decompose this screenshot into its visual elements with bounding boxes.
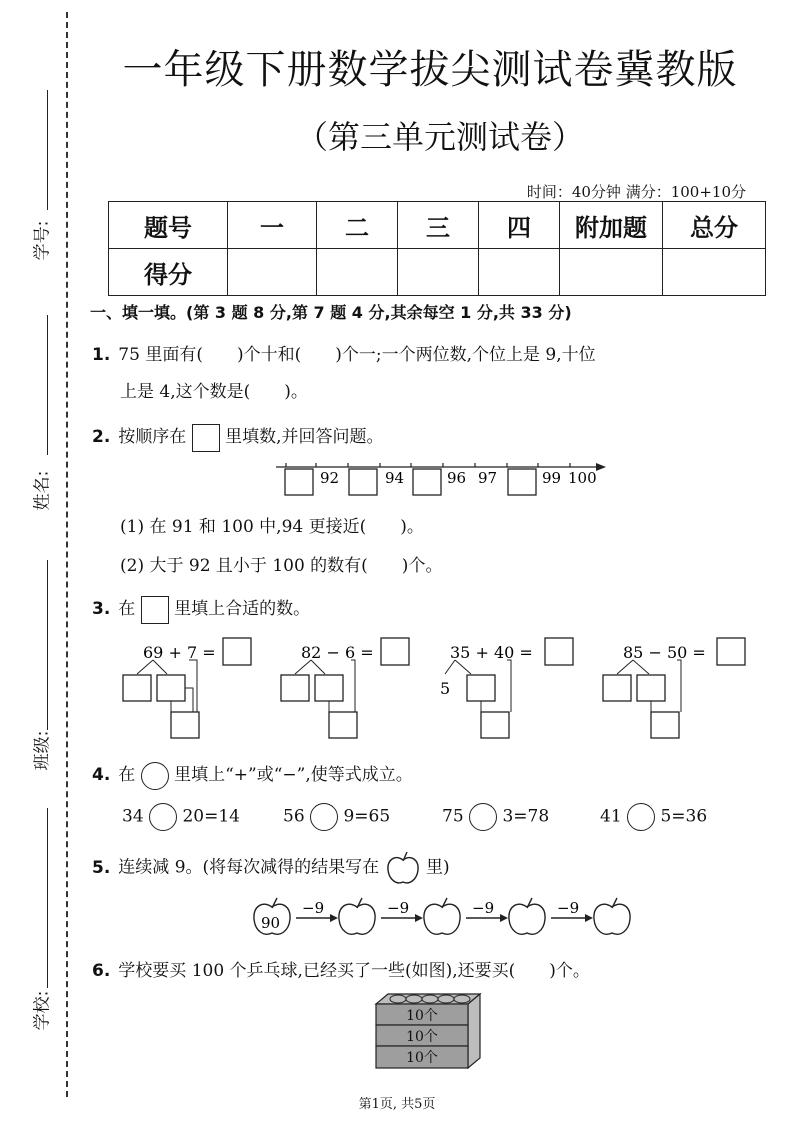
hint-number: 5 [440,679,451,698]
circle-blank-icon[interactable] [469,803,497,831]
student-no-line [47,90,48,210]
tick-label: 92 [320,469,340,487]
question-number: 4. [92,765,111,785]
answer-box-icon [141,596,169,624]
score-header-cell: 总分 [663,202,766,249]
equation-text: 69 + 7 = [143,643,216,662]
question-text-a: 连续减 9。(将每次减得的结果写在 [118,857,380,878]
tick-label: 97 [478,469,498,487]
page-title: 一年级下册数学拔尖测试卷冀教版 [122,47,738,93]
question-text: 75 里面有( )个十和( )个一;一个两位数,个位上是 9,十位 [118,345,596,365]
ball-box-illustration [368,990,488,1075]
score-cell[interactable] [663,249,766,296]
question-4 [92,760,413,790]
circle-blank-icon[interactable] [627,803,655,831]
question-number: 2. [92,427,111,447]
decomposition-diagrams [115,632,755,742]
score-row-label: 得分 [109,249,228,296]
question-text-b: 里) [425,857,450,878]
question-text-a: 按顺序在 [118,427,187,447]
question-text-a: 在 [118,765,136,785]
question-2-sub1: (1) 在 91 和 100 中,94 更接近( )。 [120,517,424,537]
number-line-box [413,469,441,495]
school-label: 学校: [32,990,53,1031]
question-2 [92,422,384,452]
question-6 [92,956,590,981]
number-line [270,455,610,500]
question-number: 1. [92,345,111,365]
equation-text: 82 − 6 = [301,643,374,662]
question-2-sub2: (2) 大于 92 且小于 100 的数有( )个。 [120,556,443,576]
question-text-b: 里填上“+”或“−”,使等式成立。 [174,765,413,785]
question-1 [92,340,596,365]
circle-blank-icon[interactable] [149,803,177,831]
question-number: 3. [92,599,111,619]
school-line [47,808,48,988]
layer-label: 10个 [406,1050,438,1066]
score-table [108,201,766,296]
equation-item [122,803,240,831]
number-line-box [285,469,313,495]
equation-item [442,803,549,831]
score-header-row [109,202,766,249]
equation-item [283,803,390,831]
question-text-b: 里填数,并回答问题。 [225,427,384,447]
question-5 [92,850,450,886]
layer-label: 10个 [406,1008,438,1024]
answer-box-icon [192,424,220,452]
operand: 3=78 [502,806,550,827]
score-header-cell: 题号 [109,202,228,249]
step-label: −9 [387,899,410,917]
score-cell[interactable] [479,249,560,296]
score-cell[interactable] [228,249,317,296]
operand: 75 [442,806,464,827]
score-header-cell: 附加题 [560,202,663,249]
page-footer: 第1页, 共5页 [358,1097,436,1112]
name-label: 姓名: [32,470,53,511]
score-row [109,249,766,296]
exam-meta: 时间：40分钟 满分：100+10分 [526,183,746,201]
operand: 9=65 [343,806,391,827]
tick-label: 96 [447,469,467,487]
equation-text: 85 − 50 = [623,643,706,662]
operand: 20=14 [182,806,240,827]
question-number: 6. [92,961,111,981]
operand: 5=36 [660,806,708,827]
question-number: 5. [92,857,111,878]
apple-icon [385,850,421,886]
question-text-b: 里填上合适的数。 [174,599,311,619]
score-cell[interactable] [398,249,479,296]
score-header-cell: 三 [398,202,479,249]
equation-text: 35 + 40 = [450,643,533,662]
apple-chain [250,895,650,945]
question-1-cont: 上是 4,这个数是( )。 [120,382,308,402]
score-cell[interactable] [317,249,398,296]
page-subtitle: （第三单元测试卷） [295,118,584,156]
equation-item [600,803,707,831]
question-3 [92,594,310,624]
tick-label: 100 [568,469,597,487]
circle-blank-icon [141,762,169,790]
class-line [47,560,48,730]
operand: 41 [600,806,622,827]
section-heading: 一、填一填。(第 3 题 8 分,第 7 题 4 分,其余每空 1 分,共 33 分) [90,303,572,322]
layer-label: 10个 [406,1029,438,1045]
tick-label: 94 [385,469,405,487]
step-label: −9 [302,899,325,917]
operand: 56 [283,806,305,827]
student-no-label: 学号: [32,220,53,261]
score-cell[interactable] [560,249,663,296]
start-value: 90 [261,914,281,932]
score-header-cell: 二 [317,202,398,249]
question-text: 学校要买 100 个乒乓球,已经买了一些(如图),还要买( )个。 [118,961,590,981]
class-label: 班级: [32,730,53,771]
question-text-a: 在 [118,599,136,619]
score-header-cell: 一 [228,202,317,249]
binding-line [66,12,68,1097]
number-line-box [349,469,377,495]
step-label: −9 [557,899,580,917]
step-label: −9 [472,899,495,917]
score-header-cell: 四 [479,202,560,249]
tick-label: 99 [542,469,562,487]
name-line [47,315,48,455]
circle-blank-icon[interactable] [310,803,338,831]
number-line-box [508,469,536,495]
operand: 34 [122,806,144,827]
